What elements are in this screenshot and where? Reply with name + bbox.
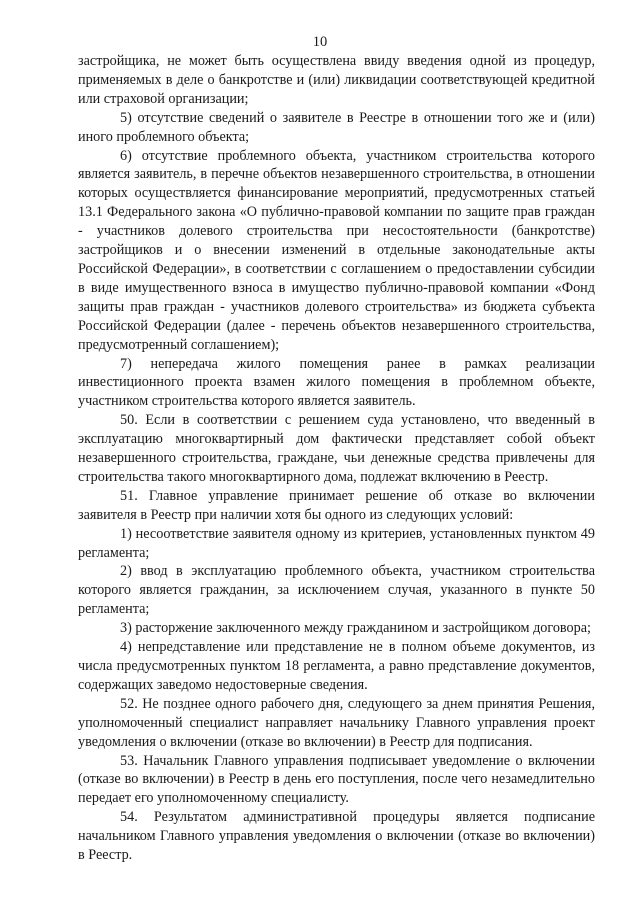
- paragraph-51: 51. Главное управление принимает решение об отказе во включении заявителя в Реестр при наличии хотя бы одного из следующих условий:: [78, 487, 595, 523]
- paragraph-51-item-1: 1) несоответствие заявителя одному из критериев, установленных пунктом 49 регламента;: [78, 525, 595, 561]
- paragraph-continuation: застройщика, не может быть осуществлена ввиду введения одной из процедур, применяемых в деле о банкротстве и (или) ликвидации соответствующей кредитной или страховой организации;: [78, 53, 595, 107]
- paragraph-item-5: 5) отсутствие сведений о заявителе в Реестре в отношении того же и (или) иного проблемного объекта;: [78, 109, 595, 145]
- page-number: 10: [312, 34, 328, 50]
- paragraph-53: 53. Начальник Главного управления подписывает уведомление о включении (отказе во включении) в Реестр в день его поступления, после чего незамедлительно передает его уполномоченному специалисту.: [78, 752, 595, 807]
- paragraph-51-item-3: 3) расторжение заключенного между гражданином и застройщиком договора;: [120, 620, 591, 637]
- paragraph-51-item-2: 2) ввод в эксплуатацию проблемного объекта, участником строительства которого является гражданин, за исключением случая, указанного в пункте 50 регламента;: [78, 563, 595, 618]
- paragraph-50: 50. Если в соответствии с решением суда установлено, что введенный в эксплуатацию многоквартирный дом фактически представляет собой объект незавершенного строительства, граждане, чьи денежные средства привлечены для строительства такого многоквартирного дома, подлежат включению в Реестр.: [78, 412, 595, 485]
- paragraph-item-7: 7) непередача жилого помещения ранее в рамках реализации инвестиционного проекта взамен жилого помещения в проблемном объекте, участником строительства которого является заявитель.: [78, 355, 595, 410]
- paragraph-54: 54. Результатом административной процедуры является подписание начальником Главного управления уведомления о включении (отказе во включении) в Реестр.: [78, 809, 595, 864]
- paragraph-52: 52. Не позднее одного рабочего дня, следующего за днем принятия Решения, уполномоченный специалист направляет начальнику Главного управления проект уведомления о включении (отказе во включении) в Реестр для подписания.: [78, 695, 595, 750]
- paragraph-51-item-4: 4) непредставление или представление не в полном объеме документов, из числа предусмотренных пунктом 18 регламента, а равно представление документов, содержащих заведомо недостоверные сведения.: [78, 639, 595, 693]
- document-body: [78, 52, 595, 865]
- paragraph-item-6: 6) отсутствие проблемного объекта, участником строительства которого является заявитель, в перечне объектов незавершенного строительства, в отношении которых осуществляется финансирование мероприятий, предусмотренных статьей 13.1 Федерального закона «О публично-правовой компании по защите прав граждан - участников долевого строительства при несостоятельности (банкротстве) застройщиков и о внесении изменений в отдельные законодательные акты Российской Федерации», в соответствии с соглашением о предоставлении субсидии в виде имущественного взноса в имущество публично-правовой компании «Фонд защиты прав граждан - участников долевого строительства» из бюджета субъекта Российской Федерации (далее - перечень объектов незавершенного строительства, предусмотренный соглашением);: [78, 147, 595, 353]
